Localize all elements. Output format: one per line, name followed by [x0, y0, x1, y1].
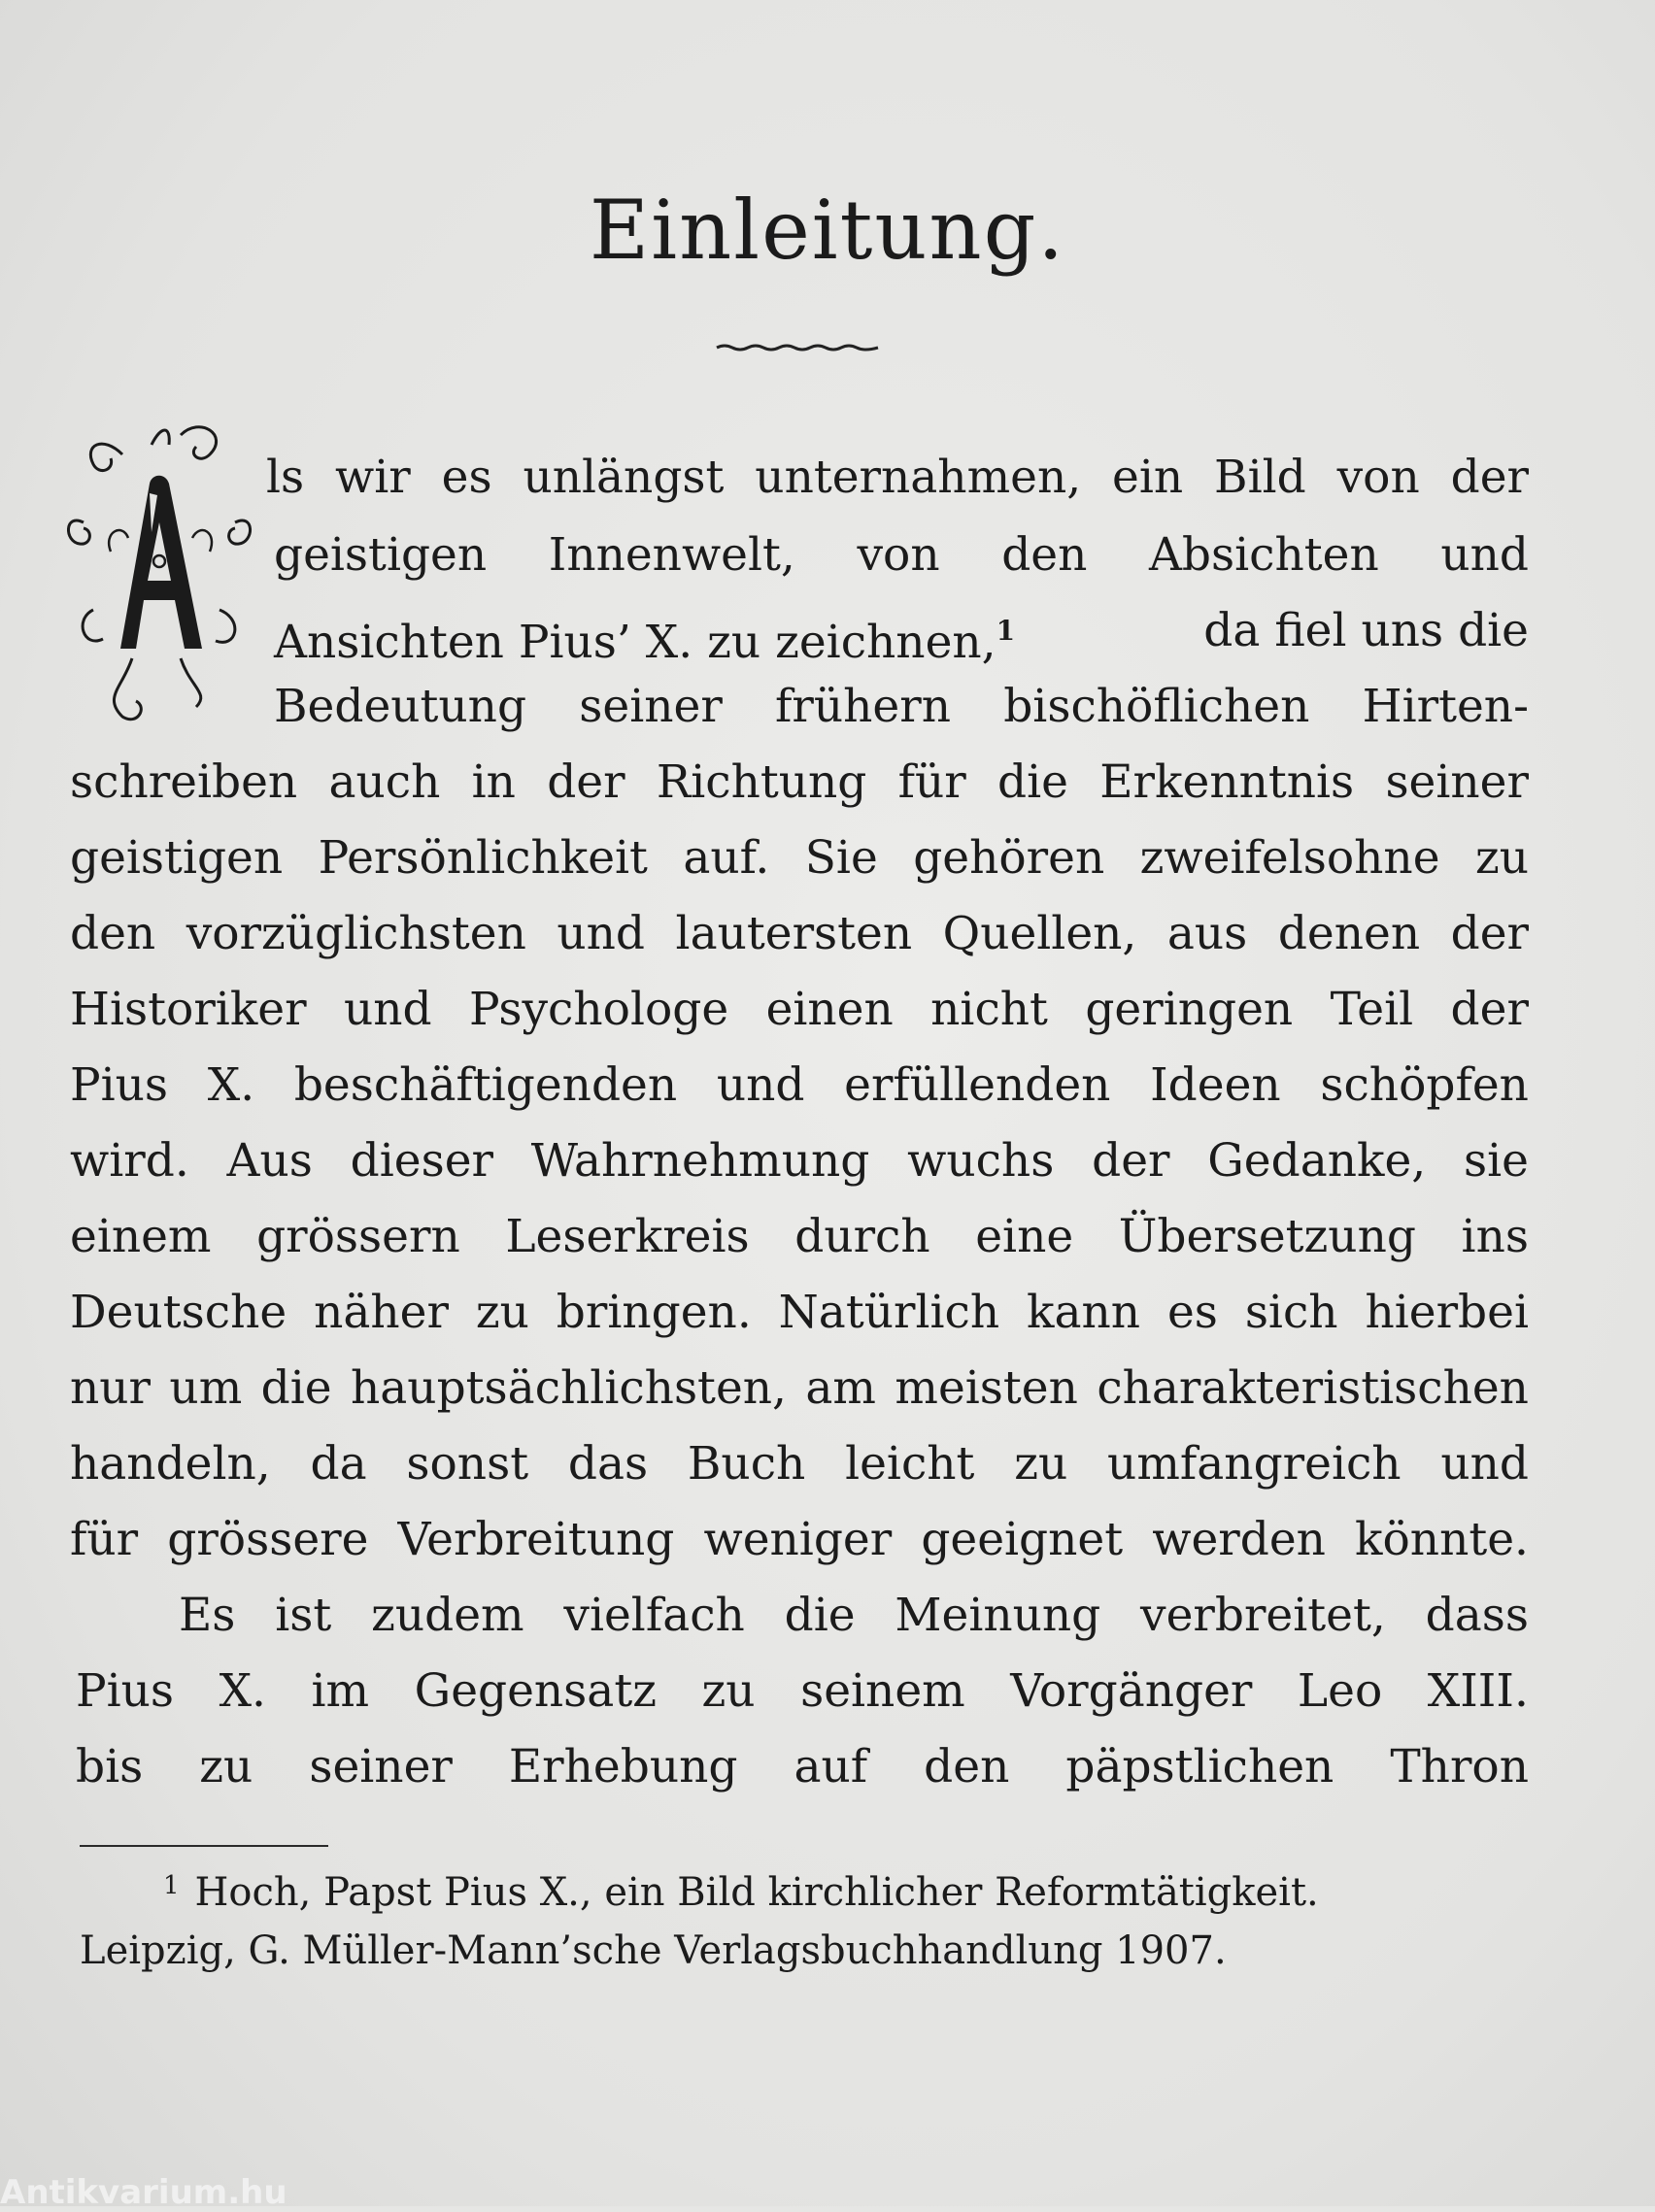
word: Teil — [1330, 983, 1414, 1036]
word: charakteristischen — [1097, 1361, 1529, 1415]
text-line — [70, 1284, 1529, 1342]
word: zudem — [371, 1589, 524, 1642]
word: den — [924, 1740, 1010, 1793]
word: Vorgänger — [1010, 1664, 1253, 1718]
word: schreiben — [70, 755, 298, 809]
word: Leo — [1297, 1664, 1383, 1718]
word: für — [70, 1513, 139, 1566]
word: leicht — [845, 1437, 975, 1491]
word: Leserkreis — [505, 1210, 750, 1263]
word: der — [1092, 1134, 1170, 1188]
word: päpstlichen — [1065, 1740, 1334, 1793]
word: vorzüglichsten — [186, 907, 526, 960]
text-line — [70, 1435, 1529, 1493]
word: zu — [701, 1664, 756, 1718]
word: Aus — [226, 1134, 313, 1188]
word: der — [1450, 907, 1529, 960]
word: den — [1001, 528, 1088, 582]
word: es — [1166, 1286, 1218, 1339]
footnote-rule — [80, 1845, 328, 1847]
word: Ideen — [1150, 1058, 1281, 1112]
word: dieser — [350, 1134, 494, 1188]
footnote-text: Leipzig, G. Müller-Mann’sche Verlagsbuchhandlung 1907. — [80, 1928, 1227, 1973]
word: Meinung — [895, 1589, 1101, 1642]
word: geringen — [1085, 983, 1294, 1036]
text-line — [70, 981, 1529, 1039]
word: handeln, — [70, 1437, 271, 1491]
word: Richtung — [656, 755, 867, 809]
word: zweifelsohne — [1139, 831, 1440, 885]
word: werden — [1152, 1513, 1326, 1566]
word: und — [1440, 1437, 1529, 1491]
word: Quellen, — [942, 907, 1137, 960]
word: und — [716, 1058, 805, 1112]
footnote-line — [80, 1928, 1227, 1973]
word: erfüllenden — [844, 1058, 1111, 1112]
text-line — [70, 754, 1529, 812]
word: lautersten — [675, 907, 913, 960]
word: die — [260, 1361, 332, 1415]
title-ornament — [715, 340, 880, 353]
word: gehören — [913, 831, 1105, 885]
word: ls — [266, 451, 305, 504]
word: Natürlich — [778, 1286, 1000, 1339]
word: kann — [1027, 1286, 1141, 1339]
word: einem — [70, 1210, 212, 1263]
line-text: da fiel uns die — [1203, 604, 1529, 657]
word: Psychologe — [469, 983, 729, 1036]
footnote-mark: 1 — [163, 1871, 180, 1900]
word: Thron — [1390, 1740, 1529, 1793]
word: X. — [207, 1058, 255, 1112]
word: durch — [794, 1210, 930, 1263]
word: hierbei — [1365, 1286, 1529, 1339]
footnote-reference: 1 — [996, 615, 1016, 647]
word: der — [1450, 451, 1529, 504]
word: Es — [179, 1589, 236, 1642]
word: zu — [475, 1286, 529, 1339]
word: einen — [765, 983, 894, 1036]
word: näher — [314, 1286, 449, 1339]
word: da — [310, 1437, 367, 1491]
word: Erhebung — [508, 1740, 738, 1793]
word: bischöflichen — [1003, 680, 1310, 733]
word: und — [343, 983, 432, 1036]
word: und — [557, 907, 646, 960]
word: grössern — [256, 1210, 460, 1263]
page-title: Einleitung. — [589, 183, 1066, 278]
word: im — [311, 1664, 370, 1718]
line-text: Ansichten Pius’ X. zu zeichnen, — [274, 616, 996, 669]
word: auch — [328, 755, 441, 809]
word: schöpfen — [1320, 1058, 1529, 1112]
word: X. — [219, 1664, 266, 1718]
word: Pius — [76, 1664, 175, 1718]
word: Wahrnehmung — [530, 1134, 870, 1188]
word: ist — [275, 1589, 332, 1642]
word: die — [784, 1589, 856, 1642]
word: zu — [199, 1740, 253, 1793]
watermark: Antikvarium.hu — [0, 2173, 287, 2212]
word: der — [547, 755, 625, 809]
word: ins — [1461, 1210, 1529, 1263]
word: auf. — [683, 831, 770, 885]
word: geistigen — [70, 831, 284, 885]
text-line — [70, 1359, 1529, 1418]
word: meisten — [895, 1361, 1078, 1415]
word: Erkenntnis — [1099, 755, 1355, 809]
word: Deutsche — [70, 1286, 287, 1339]
word: denen — [1277, 907, 1421, 960]
word: Persönlichkeit — [318, 831, 648, 885]
word: wir — [335, 451, 411, 504]
word: ein — [1112, 451, 1184, 504]
word: Verbreitung — [397, 1513, 675, 1566]
word: zu — [1474, 831, 1529, 885]
word: könnte. — [1355, 1513, 1529, 1566]
word: sonst — [406, 1437, 529, 1491]
text-line — [70, 1511, 1529, 1569]
word: Gegensatz — [414, 1664, 657, 1718]
word: und — [1440, 528, 1529, 582]
word: Bedeutung — [274, 680, 527, 733]
text-line — [70, 1132, 1529, 1190]
word: Bild — [1214, 451, 1306, 504]
word: unlängst — [523, 451, 725, 504]
text-line — [266, 449, 1529, 507]
word: eine — [975, 1210, 1074, 1263]
word: bis — [76, 1740, 144, 1793]
word: um — [169, 1361, 243, 1415]
line-text-segment — [274, 602, 1016, 669]
text-line — [274, 526, 1529, 585]
drop-cap-initial — [64, 416, 254, 726]
word: Buch — [687, 1437, 806, 1491]
word: weniger — [703, 1513, 893, 1566]
text-line — [70, 1056, 1529, 1115]
word: unternahmen, — [755, 451, 1082, 504]
word: den — [70, 907, 156, 960]
text-line — [274, 602, 1529, 669]
word: dass — [1425, 1589, 1529, 1642]
word: Absichten — [1148, 528, 1379, 582]
word: frühern — [775, 680, 951, 733]
word: verbreitet, — [1140, 1589, 1386, 1642]
word: aus — [1166, 907, 1248, 960]
word: geistigen — [274, 528, 488, 582]
word: nicht — [930, 983, 1048, 1036]
word: zu — [1014, 1437, 1068, 1491]
word: beschäftigenden — [293, 1058, 678, 1112]
text-line — [70, 829, 1529, 888]
word: Gedanke, — [1207, 1134, 1427, 1188]
word: XIII. — [1427, 1664, 1529, 1718]
word: Übersetzung — [1118, 1210, 1416, 1263]
word: es — [441, 451, 492, 504]
word: sie — [1464, 1134, 1529, 1188]
word: umfangreich — [1107, 1437, 1402, 1491]
text-line — [70, 905, 1529, 963]
word: hauptsächlichsten, — [351, 1361, 787, 1415]
word: seinem — [800, 1664, 965, 1718]
word: das — [567, 1437, 649, 1491]
word: geeignet — [921, 1513, 1124, 1566]
word: seiner — [309, 1740, 453, 1793]
word: wuchs — [907, 1134, 1055, 1188]
word: wird. — [70, 1134, 189, 1188]
word: Hirten- — [1362, 680, 1529, 733]
word: Historiker — [70, 983, 307, 1036]
word: bringen. — [556, 1286, 752, 1339]
word: sich — [1244, 1286, 1338, 1339]
word: nur — [70, 1361, 152, 1415]
word: am — [805, 1361, 876, 1415]
word: Pius — [70, 1058, 169, 1112]
word: Sie — [804, 831, 878, 885]
word: seiner — [579, 680, 723, 733]
word: für — [897, 755, 966, 809]
text-line — [76, 1662, 1529, 1721]
word: seiner — [1385, 755, 1529, 809]
footnote-text: Hoch, Papst Pius X., ein Bild kirchlicher Reformtätigkeit. — [194, 1870, 1319, 1915]
text-line — [274, 678, 1529, 736]
text-line — [76, 1738, 1529, 1796]
word: auf — [794, 1740, 868, 1793]
word: die — [997, 755, 1068, 809]
text-line — [70, 1208, 1529, 1266]
word: grössere — [167, 1513, 369, 1566]
word: von — [1336, 451, 1420, 504]
footnote-line — [163, 1870, 1319, 1915]
word: Innenwelt, — [548, 528, 795, 582]
text-line — [179, 1587, 1529, 1645]
word: in — [471, 755, 516, 809]
word: vielfach — [563, 1589, 745, 1642]
word: der — [1450, 983, 1529, 1036]
word: von — [857, 528, 940, 582]
